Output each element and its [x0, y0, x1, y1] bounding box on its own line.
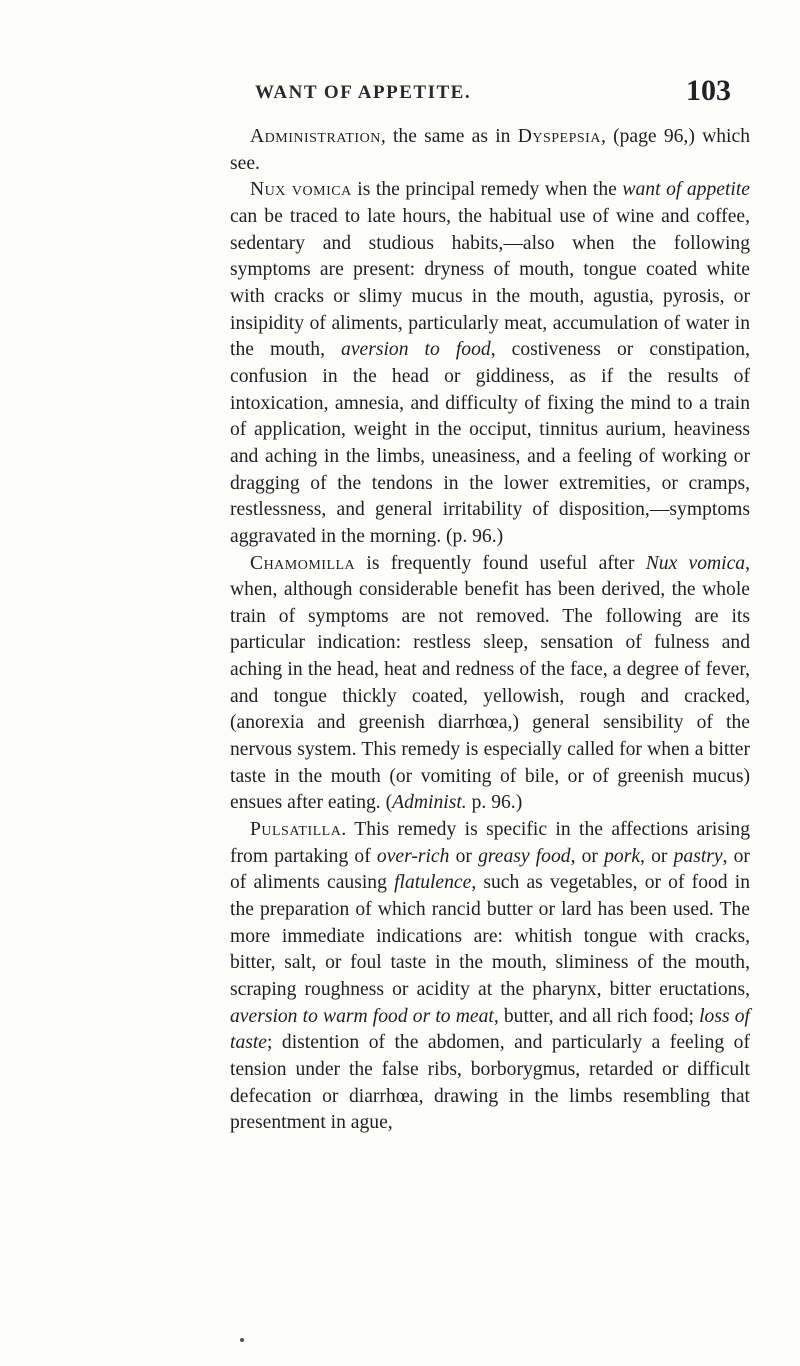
page-number: 103: [686, 74, 731, 107]
text-run: , such as vegetables, or of food in the preparation of which rancid butter or lard has been used. The more immediate indications are: whitish tongue with cracks, bitter, salt, or foul taste in the mouth, sliminess of the mouth, scraping roughness or acidity at the pharynx, bitter eructations,: [230, 872, 750, 1000]
italic-run: aversion to food: [341, 339, 491, 361]
paragraph-head: Pulsatilla: [250, 819, 342, 841]
paragraph-administration: [230, 124, 750, 177]
text-run: , butter, and all rich food;: [493, 1005, 700, 1027]
italic-run: loss of taste: [230, 1005, 750, 1054]
page-header: [225, 74, 745, 120]
cross-reference: Dyspepsia: [517, 126, 601, 147]
paragraph-head: Administration: [250, 126, 381, 147]
italic-run: want of appetite: [622, 179, 750, 201]
text-run: ; distention of the abdomen, and particularly a feeling of tension under the false ribs, borborygmus, retarded or difficult defecation or diarrhœa, drawing in the limbs resembling that presentment in ague,: [230, 1032, 750, 1134]
paragraph-chamomilla: [230, 551, 750, 818]
text-run: or: [449, 845, 479, 867]
printer-mark: [240, 1338, 244, 1342]
italic-run: Nux vomica: [645, 552, 746, 574]
text-run: is the principal remedy when the: [351, 179, 623, 201]
text-run: is frequently found useful after: [355, 552, 646, 574]
text-run: p. 96.): [466, 792, 523, 814]
running-title: WANT OF APPETITE.: [255, 82, 472, 103]
text-run: can be traced to late hours, the habitual use of wine and coffee, sedentary and studious habits,—also when the following symptoms are present: dryness of mouth, tongue coated white with cracks or slimy mucus in the mouth, agustia, pyrosis, or insipidity of aliments, particularly meat, accumulation of water in the mouth,: [230, 205, 750, 361]
italic-run: greasy food: [478, 845, 571, 867]
italic-run: flatulence: [394, 872, 472, 894]
paragraph-head: Nux vomica: [250, 179, 352, 201]
text-run: , or: [570, 845, 605, 867]
italic-run: pastry: [673, 845, 723, 867]
italic-run: aversion to warm food or to meat: [230, 1005, 494, 1027]
paragraph-pulsatilla: [230, 817, 750, 1137]
text-run: , or of aliments causing: [230, 845, 750, 894]
text-run: . This remedy is specific in the affections arising from partaking of: [230, 819, 750, 867]
italic-run: Administ.: [392, 792, 467, 814]
text-run: , the same as in: [380, 126, 518, 147]
italic-run: pork: [604, 845, 641, 867]
paragraph-nux-vomica: [230, 177, 750, 550]
text-run: , costiveness or constipation, confusion in the head or giddiness, as if the results of intoxication, amnesia, and difficulty of fixing the mind to a train of application, weight in the occiput, tinnitus aurium, heaviness and aching in the limbs, uneasiness, and a feeling of working or dragging of the tendons in the lower extremities, or cramps, restlessness, and general irritability of disposition,—symptoms aggravated in the morning. (p. 96.): [230, 339, 751, 547]
text-run: , or: [640, 845, 674, 867]
paragraph-head: Chamomilla: [250, 552, 356, 574]
body-text: [230, 124, 750, 1137]
text-run: , (page 96,) which see.: [230, 126, 750, 174]
italic-run: over-rich: [376, 845, 450, 867]
text-run: , when, although considerable benefit has been derived, the whole train of symptoms are not removed. The following are its particular indication: restless sleep, sensation of fulness and aching in the head, heat and redness of the face, a degree of fever, and tongue thickly coated, yellowish, rough and cracked, (anorexia and greenish diarrhœa,) general sensibility of the nervous system. This remedy is especially called for when a bitter taste in the mouth (or vomiting of bile, or of greenish mucus) ensues after eating. (: [230, 552, 750, 814]
